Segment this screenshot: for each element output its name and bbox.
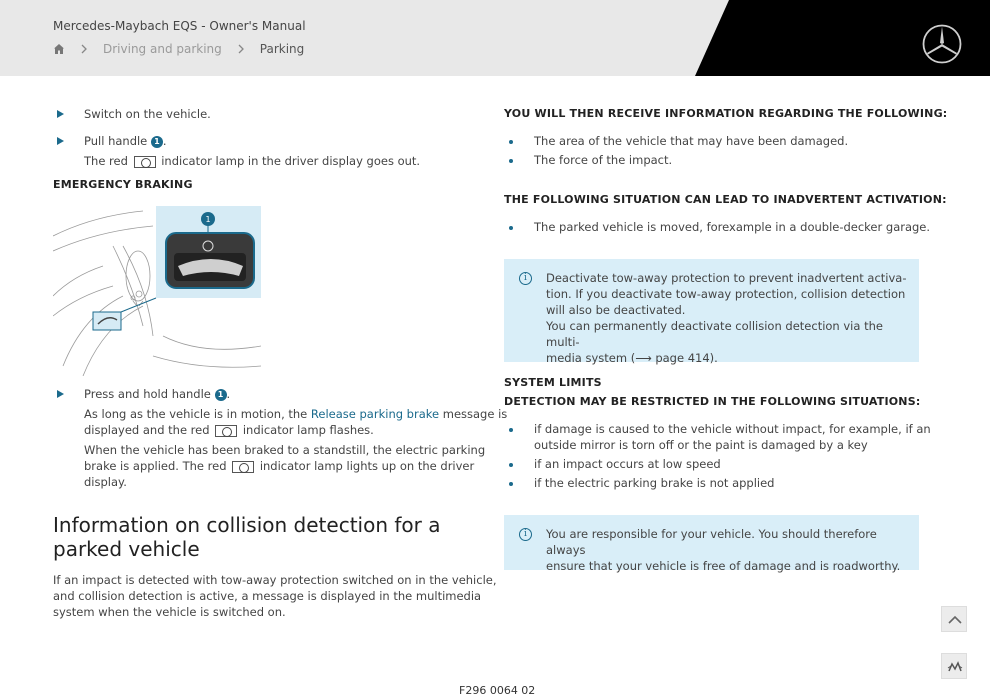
emergency-braking-heading: EMERGENCY BRAKING bbox=[53, 178, 193, 191]
list-line: outside mirror is torn off or the paint is damaged by a key bbox=[534, 438, 868, 452]
result-text: As long as the vehicle is in motion, the bbox=[84, 407, 308, 421]
info-text bbox=[546, 526, 919, 574]
result-text: indicator lamp lights up on the driver bbox=[259, 459, 475, 473]
help-button[interactable] bbox=[941, 653, 967, 679]
info-line: ensure that your vehicle is free of damage and is roadworthy. bbox=[546, 559, 901, 573]
info-line: You can permanently deactivate collision detection via the multi- bbox=[546, 319, 883, 349]
step-text: . bbox=[226, 387, 231, 401]
home-icon[interactable] bbox=[53, 43, 65, 55]
result-text: indicator lamp flashes. bbox=[242, 423, 374, 437]
list-bullet bbox=[509, 140, 513, 144]
assistant-icon bbox=[942, 654, 968, 680]
intro-paragraph bbox=[53, 572, 497, 620]
step-text: . bbox=[162, 134, 167, 148]
step-text: Pull handle bbox=[84, 134, 148, 148]
release-parking-brake-message: Release parking brake bbox=[310, 407, 440, 421]
info-received-heading: YOU WILL THEN RECEIVE INFORMATION REGARDING THE FOLLOWING: bbox=[504, 107, 948, 120]
info-box-responsible bbox=[504, 515, 919, 573]
figure-reference: F296 0064 02 bbox=[459, 684, 536, 697]
breadcrumb-item-driving-and-parking[interactable]: Driving and parking bbox=[103, 42, 222, 56]
manual-title: Mercedes-Maybach EQS - Owner's Manual bbox=[53, 19, 306, 33]
breadcrumb bbox=[53, 42, 304, 56]
step-result-line bbox=[84, 458, 474, 474]
list-bullet bbox=[509, 463, 513, 467]
info-line: You are responsible for your vehicle. You should therefore always bbox=[546, 527, 877, 557]
list-item: if an impact occurs at low speed bbox=[534, 457, 721, 471]
paragraph-line: system when the vehicle is switched on. bbox=[53, 605, 286, 619]
section-title-line: Information on collision detection for a bbox=[53, 513, 441, 537]
step-result-line bbox=[84, 406, 507, 422]
step-marker bbox=[57, 110, 64, 118]
handle-illustration bbox=[53, 206, 261, 376]
section-title bbox=[53, 513, 440, 561]
chevron-right-icon bbox=[79, 43, 89, 55]
info-line: media system (⟶ page 414). bbox=[546, 351, 718, 365]
info-icon: i bbox=[519, 272, 532, 285]
list-bullet bbox=[509, 159, 513, 163]
paragraph-line: If an impact is detected with tow-away protection switched on in the vehicle, bbox=[53, 573, 497, 587]
result-text: message is bbox=[442, 407, 508, 421]
chevron-right-icon bbox=[236, 43, 246, 55]
info-icon: i bbox=[519, 528, 532, 541]
info-text bbox=[546, 270, 919, 366]
step-text: Press and hold handle bbox=[84, 387, 211, 401]
paragraph-line: and collision detection is active, a message is displayed in the multimedia bbox=[53, 589, 482, 603]
list-bullet bbox=[509, 428, 513, 432]
page-header bbox=[0, 0, 990, 76]
inadvertent-activation-heading: THE FOLLOWING SITUATION CAN LEAD TO INADVERTENT ACTIVATION: bbox=[504, 193, 947, 206]
step-marker bbox=[57, 137, 64, 145]
list-item: if the electric parking brake is not applied bbox=[534, 476, 775, 490]
info-line: tion. If you deactivate tow-away protection, collision detection bbox=[546, 287, 906, 301]
info-line: Deactivate tow-away protection to prevent inadvertent activa- bbox=[546, 271, 907, 285]
result-text: The red bbox=[84, 154, 128, 168]
detection-restricted-heading: DETECTION MAY BE RESTRICTED IN THE FOLLOWING SITUATIONS: bbox=[504, 395, 921, 408]
parking-brake-lamp-icon bbox=[134, 156, 156, 168]
list-item bbox=[534, 421, 931, 453]
list-item: The parked vehicle is moved, forexample in a double-decker garage. bbox=[534, 220, 931, 234]
step-pull-handle bbox=[84, 133, 167, 149]
step-press-hold bbox=[84, 386, 230, 402]
result-text: indicator lamp in the driver display goes out. bbox=[161, 154, 421, 168]
mercedes-star-logo[interactable] bbox=[921, 23, 963, 65]
list-item: The force of the impact. bbox=[534, 153, 673, 167]
result-text: brake is applied. The red bbox=[84, 459, 227, 473]
info-line: will also be deactivated. bbox=[546, 303, 686, 317]
scroll-to-top-button[interactable] bbox=[941, 606, 967, 632]
callout-badge: 1 bbox=[215, 389, 227, 401]
step-result-line: display. bbox=[84, 475, 127, 489]
step-marker bbox=[57, 390, 64, 398]
list-bullet bbox=[509, 482, 513, 486]
step-switch-on: Switch on the vehicle. bbox=[84, 107, 211, 121]
info-box-deactivate bbox=[504, 259, 919, 365]
list-item: The area of the vehicle that may have been damaged. bbox=[534, 134, 849, 148]
step-result-line: When the vehicle has been braked to a standstill, the electric parking bbox=[84, 443, 486, 457]
result-text: displayed and the red bbox=[84, 423, 210, 437]
parking-brake-lamp-icon bbox=[232, 461, 254, 473]
step-result-line bbox=[84, 422, 374, 438]
system-limits-heading: SYSTEM LIMITS bbox=[504, 376, 602, 389]
callout-badge: 1 bbox=[151, 136, 163, 148]
list-line: if damage is caused to the vehicle without impact, for example, if an bbox=[534, 422, 931, 436]
section-title-line: parked vehicle bbox=[53, 537, 200, 561]
illustration-callout-badge: 1 bbox=[205, 215, 211, 224]
parking-brake-lamp-icon bbox=[215, 425, 237, 437]
breadcrumb-item-parking: Parking bbox=[259, 42, 305, 56]
chevron-up-icon bbox=[942, 607, 968, 633]
step-result bbox=[84, 153, 420, 169]
list-bullet bbox=[509, 226, 513, 230]
